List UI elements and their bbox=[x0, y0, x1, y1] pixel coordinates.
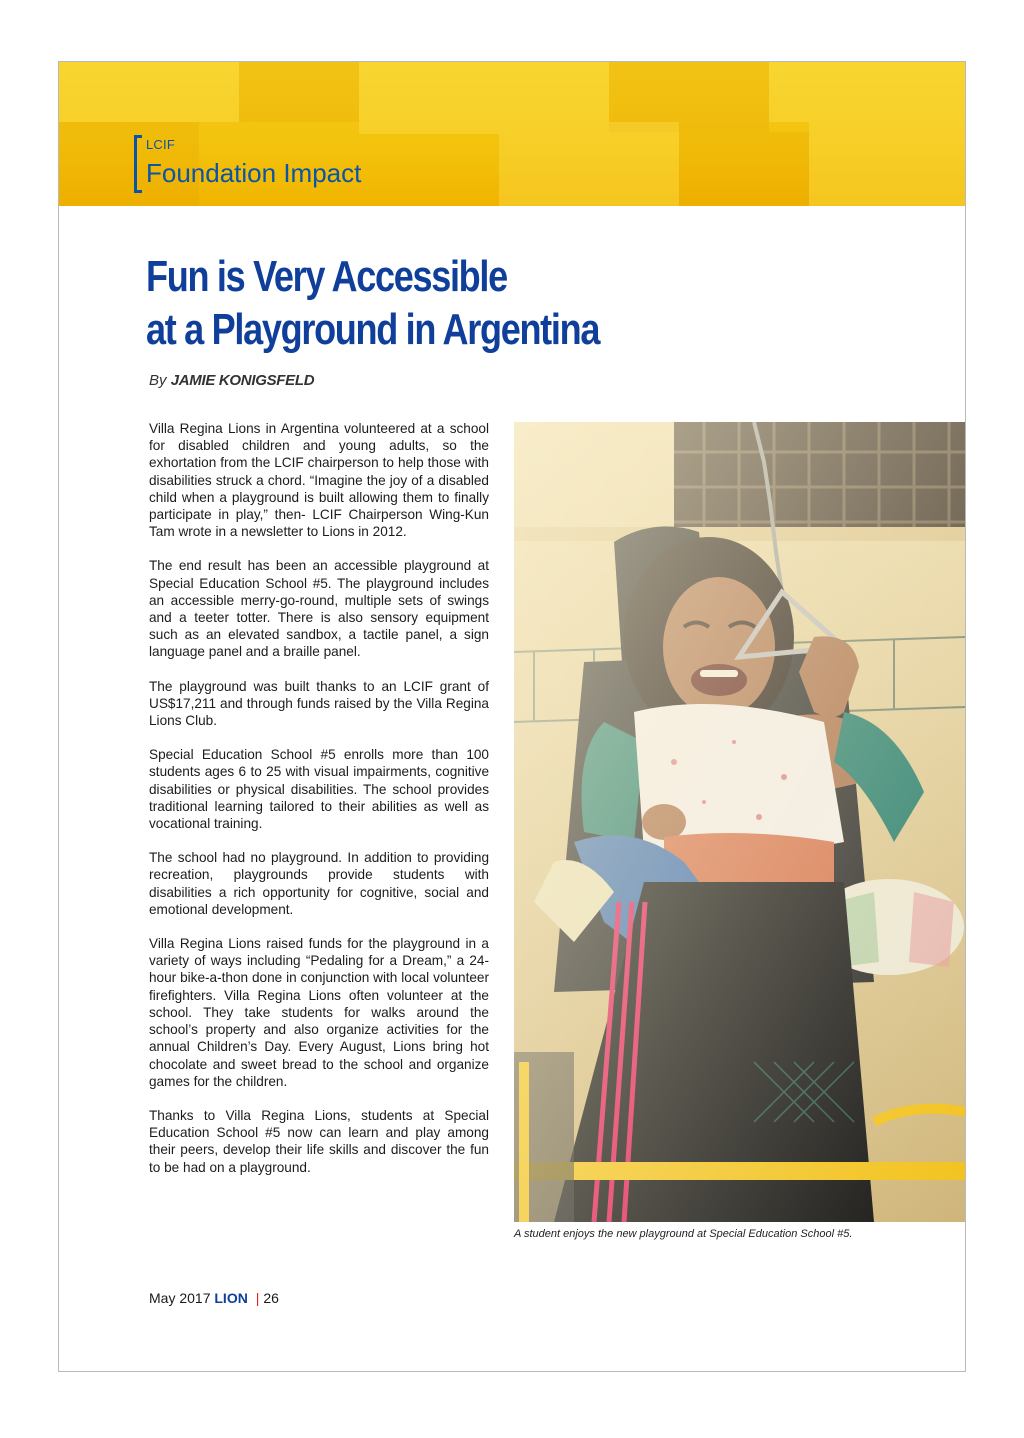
article-body bbox=[149, 420, 489, 1193]
paragraph-5: The school had no playground. In addition to providing recreation, playgrounds provide students with disabilities a rich opportunity for cognitive, social and emotional development. bbox=[149, 850, 489, 917]
footer-separator: | bbox=[255, 1290, 260, 1306]
article-photo bbox=[514, 422, 966, 1222]
paragraph-4: Special Education School #5 enrolls more than 100 students ages 6 to 25 with visual impairments, cognitive disabilities or physical disabilities. The school provides traditional learning tailored to their abilities as well as vocational training. bbox=[149, 747, 489, 832]
footer-page-number: 26 bbox=[263, 1290, 279, 1306]
headline-line-1: Fun is Very Accessible bbox=[146, 252, 507, 301]
paragraph-7: Thanks to Villa Regina Lions, students at Special Education School #5 now can learn and play among their peers, develop their life skills and discover the fun to be had on a playground. bbox=[149, 1107, 489, 1175]
paragraph-2: The end result has been an accessible playground at Special Education School #5. The playground includes an accessible merry-go-round, multiple sets of swings and a teeter totter. There is also sensory equipment such as an elevated sandbox, a tactile panel, a sign language panel and a braille panel. bbox=[149, 558, 489, 660]
footer-issue: May 2017 bbox=[149, 1290, 211, 1306]
yellow-banner bbox=[59, 62, 965, 206]
footer-magazine: LION bbox=[214, 1290, 248, 1306]
headline-line-2: at a Playground in Argentina bbox=[146, 305, 600, 354]
section-title: Foundation Impact bbox=[146, 158, 362, 188]
page-footer bbox=[149, 1290, 279, 1306]
paragraph-1: Villa Regina Lions in Argentina volunteered at a school for disabled children and young adults, so the exhortation from the LCIF chairperson to help those with disabilities struck a chord. “Imagine the joy of a disabled child when a playground is built allowing them to finally participate in play,” then- LCIF Chairperson Wing-Kun Tam wrote in a newsletter to Lions in 2012. bbox=[149, 421, 489, 540]
byline-author: JAMIE KONIGSFELD bbox=[170, 372, 315, 389]
photo-caption: A student enjoys the new playground at Special Education School #5. bbox=[514, 1228, 853, 1240]
paragraph-3: The playground was built thanks to an LCIF grant of US$17,211 and through funds raised by the Villa Regina Lions Club. bbox=[149, 678, 489, 729]
bracket-mark bbox=[134, 135, 142, 193]
magazine-page bbox=[58, 61, 966, 1372]
photo-illustration bbox=[514, 422, 966, 1222]
byline bbox=[149, 372, 314, 389]
section-small-label: LCIF bbox=[146, 137, 175, 152]
article-headline bbox=[146, 250, 599, 356]
byline-prefix: By bbox=[149, 372, 167, 389]
paragraph-6: Villa Regina Lions raised funds for the playground in a variety of ways including “Pedaling for a Dream,” a 24-hour bike-a-thon done in conjunction with local volunteer firefighters. Villa Regina Lions often volunteer at the school. They take students for walks around the school’s property and also organize activities for the annual Children’s Day. Every August, Lions bring hot chocolate and sweet bread to the school and organize games for the children. bbox=[149, 936, 489, 1089]
